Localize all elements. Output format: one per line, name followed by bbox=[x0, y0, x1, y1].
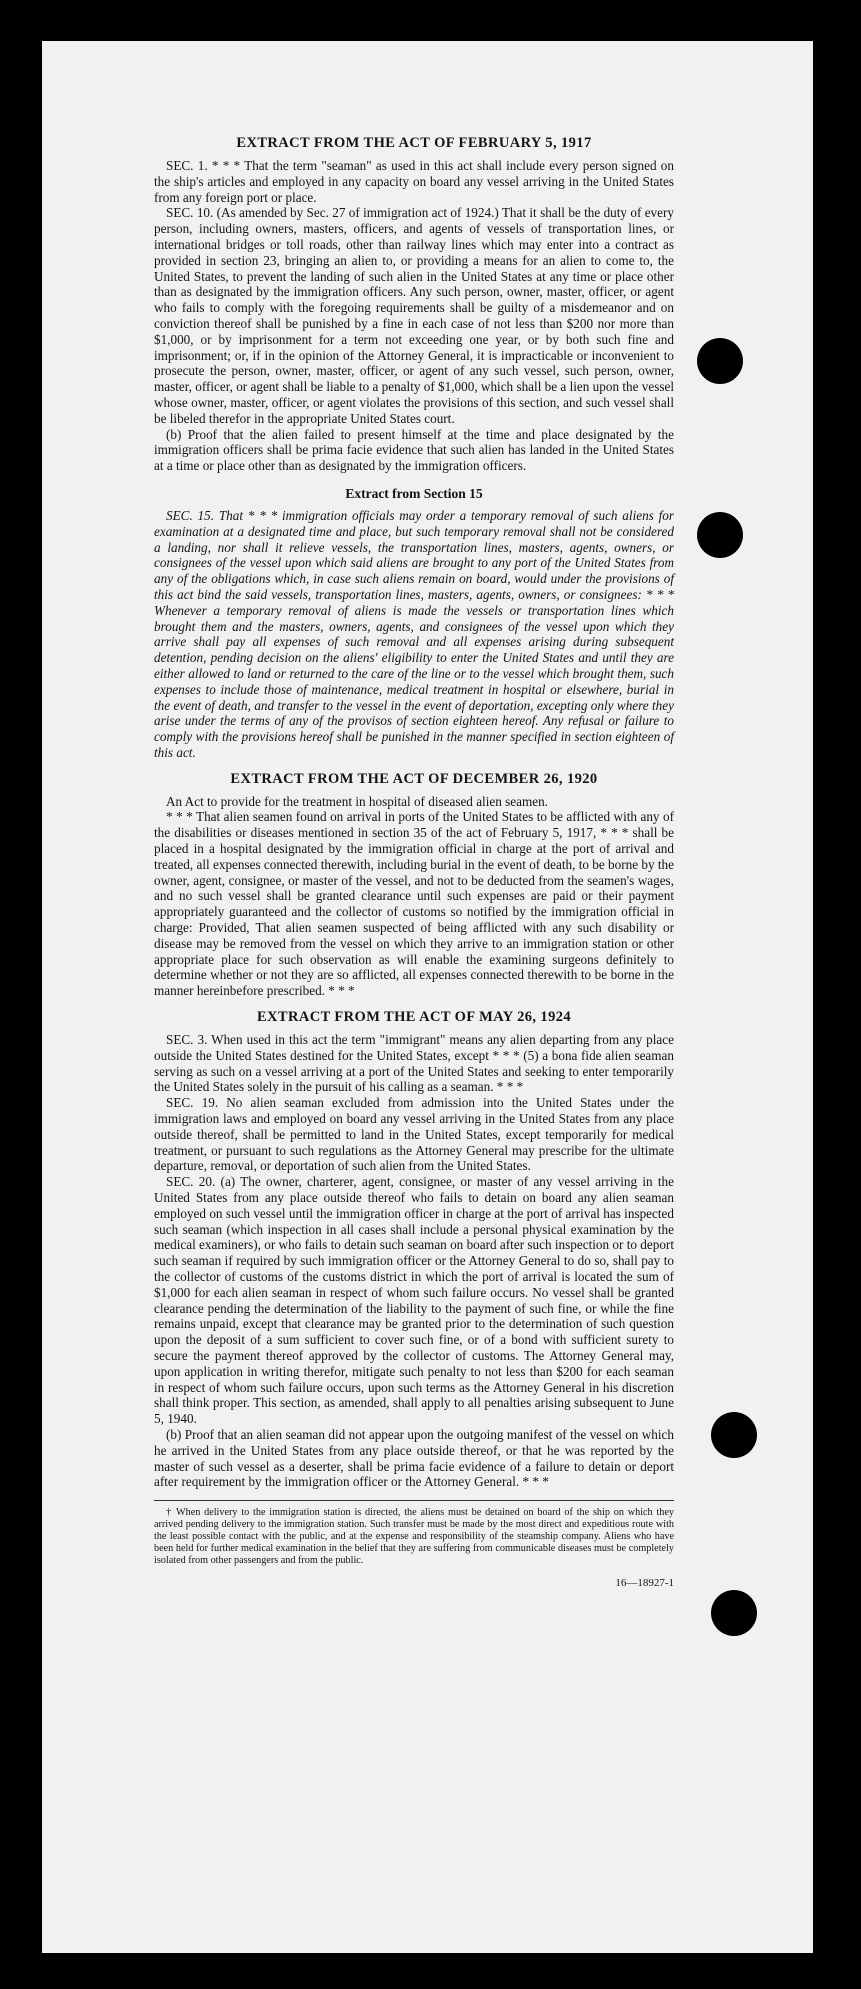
section-act-1920 bbox=[154, 771, 674, 999]
punch-hole-icon bbox=[711, 1412, 757, 1458]
section-title: EXTRACT FROM THE ACT OF MAY 26, 1924 bbox=[256, 1009, 572, 1026]
section-extract-15 bbox=[154, 486, 674, 761]
punch-hole-icon bbox=[697, 512, 743, 558]
section-title: Extract from Section 15 bbox=[345, 485, 483, 501]
paragraph: SEC. 19. No alien seaman excluded from admission into the United States under the immigration laws and employed on board any vessel arriving in the United States from any place outside thereof, shall be permitted to land in the United States, except temporarily for medical treatment, or pursuant to such regulations as the Attorney General may prescribe for the ultimate departure, removal, or deportation of such alien from the United States. bbox=[154, 1095, 674, 1174]
paragraph: (b) Proof that the alien failed to present himself at the time and place designated by the immigration officers shall be prima facie evidence that such alien has landed in the United States at a time or place other than as designated by the immigration officers. bbox=[154, 426, 674, 474]
paragraph: An Act to provide for the treatment in hospital of diseased alien seamen. bbox=[166, 793, 548, 809]
section-title: EXTRACT FROM THE ACT OF DECEMBER 26, 1920 bbox=[230, 770, 598, 787]
punch-hole-icon bbox=[711, 1590, 757, 1636]
document-content bbox=[154, 135, 674, 1589]
paragraph: * * * That alien seamen found on arrival in ports of the United States to be afflicted with any of the disabilities or diseases mentioned in section 35 of the act of February 5, 1917, * * * shall be placed in a hospital designated by the immigration official in charge at the port of arrival and treated, all expenses connected therewith, including burial in the event of death, to be borne by the owner, agent, consignee, or master of the vessel, and not to be deducted from the seamen's wages, and no such vessel shall be granted clearance until such expenses are paid or their payment appropriately guaranteed and the collector of customs so notified by the immigration official in charge: Provided, That alien seamen suspected of being afflicted with any such disability or disease may be removed from the vessel on which they arrive to an immigration station or other appropriate place for such observation as will enable the examining surgeons definitely to determine whether or not they are so afflicted, all expenses connected therewith to be borne in the manner hereinbefore prescribed. * * * bbox=[154, 809, 674, 999]
paragraph: SEC. 10. (As amended by Sec. 27 of immigration act of 1924.) That it shall be the duty of every person, including owners, masters, officers, and agents of vessels of transportation lines, or international bridges or toll roads, other than railway lines which may enter into a contract as provided in section 23, bringing an alien to, or providing a means for an alien to come to, the United States, to prevent the landing of such alien in the United States at any time or place other than as designated by the immigration officers. Any such person, owner, master, officer, or agent who fails to comply with the foregoing requirements shall be guilty of a misdemeanor and on conviction thereof shall be punished by a fine in each case of not less than $200 nor more than $1,000, or by imprisonment for a term not exceeding one year, or by both such fine and imprisonment; or, if in the opinion of the Attorney General, it is impracticable or inconvenient to prosecute the person, owner, master, officer, or agent of any such vessel, such person, owner, master, officer, or agent shall be liable to a penalty of $1,000, which shall be a lien upon the vessel whose owner, master, officer, or agent violates the provisions of this section, and such vessel shall be libeled therefor in the appropriate United States court. bbox=[154, 205, 674, 426]
paragraph: SEC. 20. (a) The owner, charterer, agent, consignee, or master of any vessel arriving in the United States from any place outside thereof who fails to detain on board any alien seaman employed on such vessel until the immigration officer in charge at the port of arrival has inspected such seaman (which inspection in all cases shall include a personal physical examination by the medical examiners), or who fails to detain such seaman on board after such inspection or to deport such seaman if required by such immigration officer or the Attorney General to do so, shall pay to the collector of customs of the customs district in which the port of arrival is located the sum of $1,000 for each alien seaman in respect of whom such failure occurs. No vessel shall be granted clearance pending the determination of the liability to the payment of such fine, or while the fine remains unpaid, except that clearance may be granted prior to the determination of such question upon the deposit of a sum sufficient to cover such fine, or of a bond with sufficient surety to secure the payment thereof approved by the collector of customs. The Attorney General may, upon application in writing therefor, mitigate such penalty to not less than $200 for each seaman in respect of whom such failure occurs, upon such terms as the Attorney General in his discretion shall think proper. This section, as amended, shall apply to all penalties arising subsequent to June 5, 1940. bbox=[154, 1174, 674, 1427]
page-number: 16—18927-1 bbox=[615, 1577, 674, 1590]
document-page bbox=[42, 41, 813, 1953]
paragraph: (b) Proof that an alien seaman did not appear upon the outgoing manifest of the vessel on which he arrived in the United States from any place outside thereof, or that he was reported by the master of such vessel as a deserter, shall be prima facie evidence of a failure to detain or deport after requirement by the immigration officer or the Attorney General. * * * bbox=[154, 1426, 674, 1490]
punch-hole-icon bbox=[697, 338, 743, 384]
paragraph: SEC. 3. When used in this act the term "immigrant" means any alien departing from any place outside the United States destined for the United States, except * * * (5) a bona fide alien seaman serving as such on a vessel arriving at a port of the United States and seeking to enter temporarily the United States solely in the pursuit of his calling as a seaman. * * * bbox=[154, 1032, 674, 1095]
paragraph: SEC. 1. * * * That the term "seaman" as used in this act shall include every person signed on the ship's articles and employed in any capacity on board any vessel arriving in the United States from any foreign port or place. bbox=[154, 158, 674, 205]
section-act-1917 bbox=[154, 135, 674, 474]
section-title: EXTRACT FROM THE ACT OF FEBRUARY 5, 1917 bbox=[236, 135, 592, 151]
paragraph: SEC. 15. That * * * immigration officials may order a temporary removal of such aliens for examination at a designated time and place, but such temporary removal shall not be considered a landing, nor shall it relieve vessels, the transportation lines, masters, agents, owners, or consignees of the vessel upon which said aliens are brought to any port of the United States from any of the obligations which, in case such aliens remain on board, would under the provisions of this act bind the said vessels, transportation lines, masters, agents, owners, or consignees: * * * Whenever a temporary removal of aliens is made the vessels or transportation lines which brought them and the masters, owners, agents, and consignees of the vessel upon which they arrive shall pay all expenses of such removal and all expenses arising during subsequent detention, pending decision on the aliens' eligibility to enter the United States and until they are either allowed to land or returned to the care of the line or to the vessel which brought them, such expenses to include those of maintenance, medical treatment in hospital or elsewhere, burial in the event of death, and transfer to the vessel in the event of deportation, excepting only where they arise under the terms of any of the provisos of section eighteen hereof. Any refusal or failure to comply with the provisions hereof shall be punished in the manner specified in section eighteen of this act. bbox=[154, 507, 674, 760]
footnote: † When delivery to the immigration station is directed, the aliens must be detained on board of the ship on which they arrived pending delivery to the immigration station. Such transfer must be made by the most direct and expeditious route with the least possible contact with the public, and at the expense and responsibility of the steamship company. Aliens who have been held for further medical examination in the belief that they are suffering from communicable diseases must be completely isolated from other passengers and from the public. bbox=[154, 1500, 674, 1567]
section-act-1924 bbox=[154, 1009, 674, 1490]
